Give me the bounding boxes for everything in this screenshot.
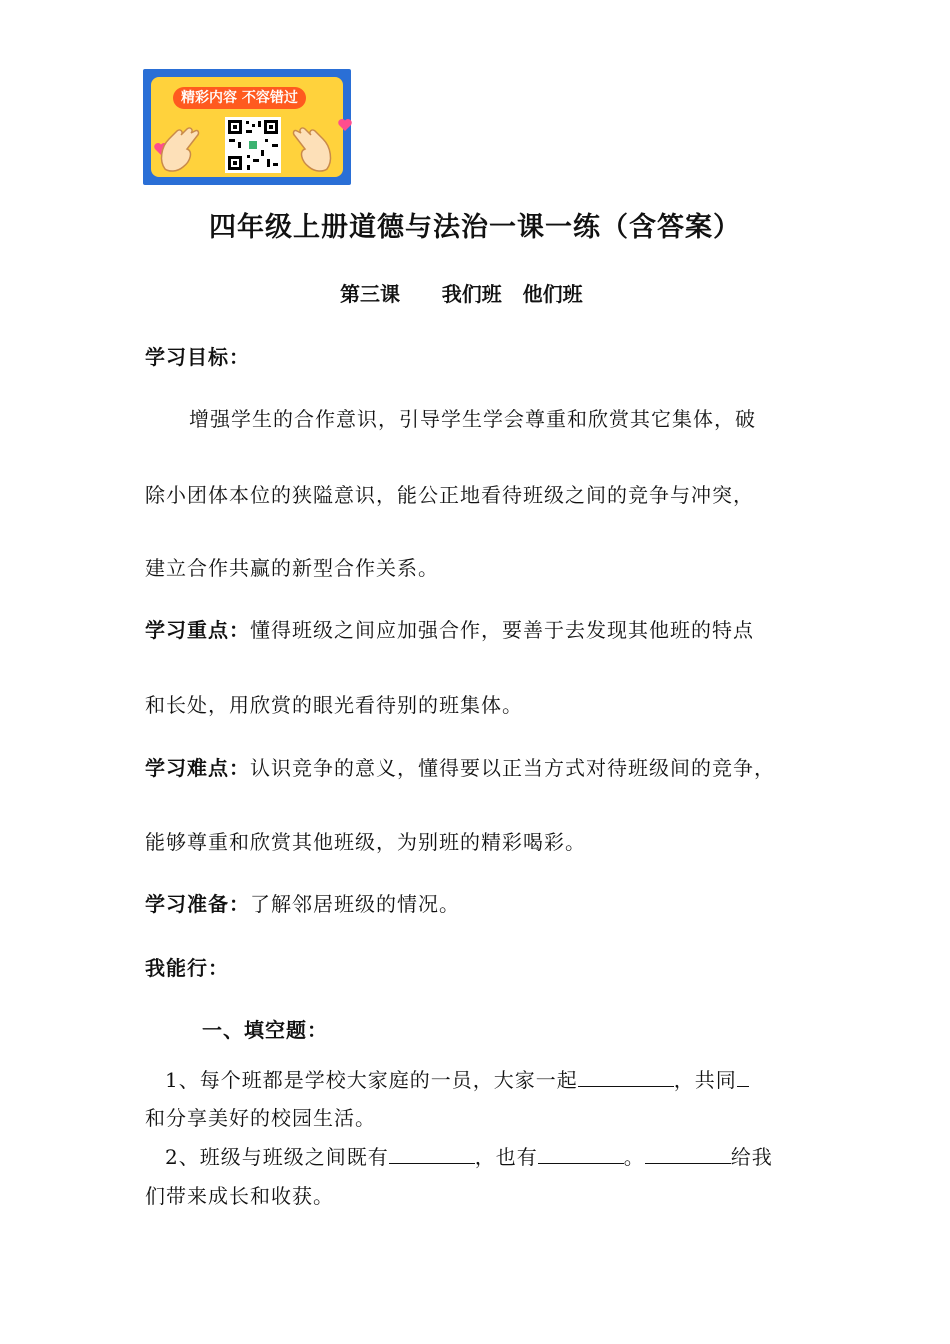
objectives-line-3: 建立合作共赢的新型合作关系。 [145, 556, 439, 580]
preparation-line [145, 888, 815, 917]
key-points-line-2: 和长处，用欣赏的眼光看待别的班集体。 [145, 693, 523, 717]
question-2-text: 2、班级与班级之间既有 [165, 1145, 389, 1169]
lesson-title: 第三课 我们班 他们班 [340, 282, 583, 306]
difficulties-label: 学习难点： [145, 756, 250, 780]
difficulties-line-2: 能够尊重和欣赏其他班级，为别班的精彩喝彩。 [145, 830, 586, 854]
answer-blank[interactable] [645, 1145, 731, 1164]
answer-blank[interactable] [578, 1068, 674, 1087]
practice-label: 我能行： [145, 956, 229, 980]
preparation-text: 了解邻居班级的情况。 [250, 892, 460, 916]
question-2-text-d: 给我 [730, 1145, 773, 1169]
key-points-text: 懂得班级之间应加强合作，要善于去发现其他班的特点 [250, 618, 754, 642]
difficulties-line-1 [145, 752, 815, 781]
banner-slogan: 精彩内容 不容错过 [173, 87, 306, 109]
objectives-label: 学习目标： [145, 345, 250, 369]
banner-panel [151, 77, 343, 177]
key-points-label: 学习重点： [145, 618, 250, 642]
question-1-text-b: ，共同 [673, 1068, 737, 1092]
preparation-label: 学习准备： [145, 892, 250, 916]
answer-blank[interactable] [737, 1068, 749, 1087]
question-1-text: 1、每个班都是学校大家庭的一员，大家一起 [165, 1068, 578, 1092]
answer-blank[interactable] [389, 1145, 475, 1164]
question-2-text-b: ，也有 [474, 1145, 538, 1169]
clapping-hands-icon [291, 125, 335, 173]
qr-code-icon[interactable] [225, 117, 281, 173]
clapping-hands-icon [157, 125, 201, 173]
promo-banner[interactable] [143, 69, 351, 185]
question-2-line-2: 们带来成长和收获。 [145, 1184, 334, 1208]
answer-blank[interactable] [538, 1145, 624, 1164]
section-heading: 一、填空题： [202, 1018, 328, 1042]
document-title: 四年级上册道德与法治一课一练（含答案） [209, 212, 741, 243]
objectives-line-1: 增强学生的合作意识，引导学生学会尊重和欣赏其它集体，破 [189, 407, 756, 431]
heart-icon [337, 117, 353, 133]
question-1 [165, 1064, 835, 1093]
key-points-line-1 [145, 614, 815, 643]
question-2-text-c: 。 [623, 1145, 645, 1169]
question-2 [165, 1141, 835, 1170]
objectives-line-2: 除小团体本位的狭隘意识，能公正地看待班级之间的竞争与冲突， [145, 483, 754, 507]
question-1-line-2: 和分享美好的校园生活。 [145, 1106, 376, 1130]
difficulties-text: 认识竞争的意义，懂得要以正当方式对待班级间的竞争， [250, 756, 775, 780]
